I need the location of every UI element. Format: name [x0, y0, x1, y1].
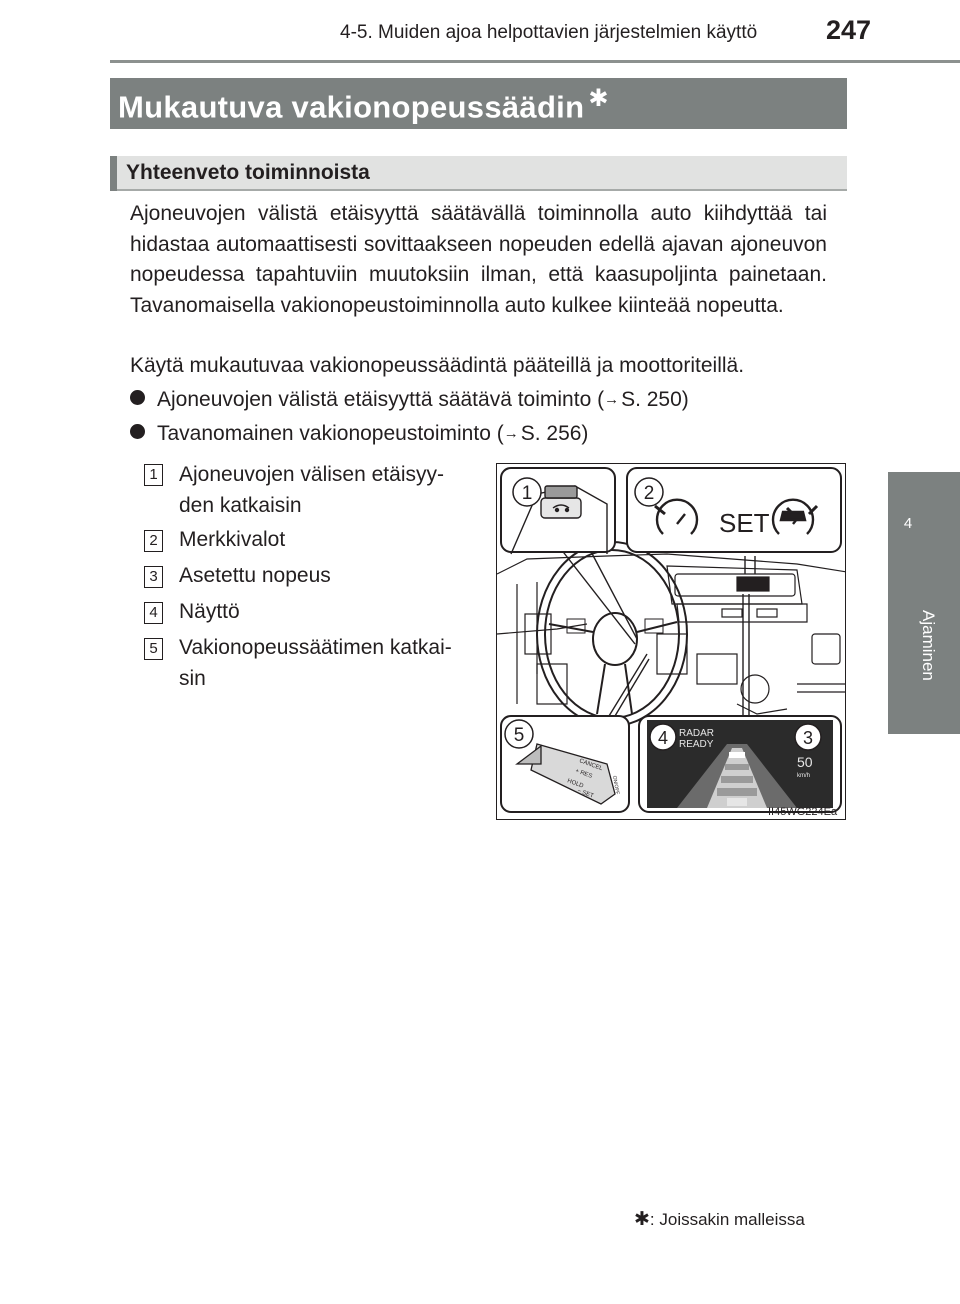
- legend-item-text: [179, 459, 444, 521]
- usage-line: Käytä mukautuvaa vakionopeussäädintä pääteillä ja moottoriteillä.: [130, 354, 745, 377]
- callout-1-label: 1: [521, 483, 533, 504]
- reference-arrow-icon: →: [604, 391, 620, 408]
- page-number: 247: [826, 15, 872, 45]
- legend-number: 5: [144, 638, 163, 660]
- chapter-label: [878, 610, 938, 730]
- figure-illustration: [497, 464, 846, 820]
- footnote: [634, 1208, 805, 1231]
- header-rule: [110, 60, 960, 63]
- subheading: Yhteenveto toiminnoista: [126, 161, 370, 184]
- ready-label: READY: [679, 739, 714, 750]
- legend-line: sin: [179, 667, 206, 690]
- legend-item-text: Näyttö: [179, 600, 240, 623]
- lever-res-label: + RES: [574, 768, 593, 780]
- legend-number: 2: [144, 530, 163, 552]
- footnote-text: : Joissakin malleissa: [649, 1210, 805, 1229]
- figure-code: II45WG224Ea: [768, 806, 838, 818]
- chapter-number: 4: [903, 515, 913, 532]
- legend-item-text: Asetettu nopeus: [179, 564, 331, 587]
- legend-number: 3: [144, 566, 163, 588]
- footnote-asterisk: ✱: [634, 1209, 650, 1230]
- bullet-text: Tavanomainen vakionopeustoiminto (: [157, 422, 504, 445]
- page-reference: S. 256): [520, 422, 589, 445]
- bullet-item: [130, 422, 588, 446]
- bullet-text: Ajoneuvojen välistä etäisyyttä säätävä toiminto (: [157, 388, 605, 411]
- subheading-marker: [110, 156, 117, 191]
- speed-value: 50: [797, 754, 813, 770]
- bullet-dot: [130, 424, 145, 439]
- cruise-control-figure: [496, 463, 846, 820]
- legend-line: Vakionopeussäätimen katkai-: [179, 636, 452, 659]
- reference-arrow-icon: →: [503, 425, 519, 442]
- radar-label: RADAR: [679, 728, 715, 739]
- callout-4-label: 4: [657, 728, 669, 748]
- page-title-text: Mukautuva vakionopeussäädin: [118, 89, 585, 125]
- title-asterisk: ✱: [588, 85, 609, 112]
- page-title: [118, 84, 609, 125]
- callout-2-label: 2: [643, 483, 655, 504]
- bullet-dot: [130, 390, 145, 405]
- legend-number: 1: [144, 464, 163, 486]
- lever-hold-label: HOLD: [566, 778, 585, 790]
- callout-5-label: 5: [513, 725, 525, 746]
- legend-line: den katkaisin: [179, 494, 302, 517]
- bullet-item: [130, 388, 689, 412]
- lever-cancel-label: CANCEL: [578, 758, 604, 773]
- intro-paragraph: Ajoneuvojen välistä etäisyyttä säätävällä toiminnolla auto kiihdyttää tai hidastaa automaattisesti sovittaakseen nopeuden edellä ajavan ajoneuvon nopeudessa tapahtuviin muutoksiin ilman, että kaasupoljinta painetaan. Tavanomaisella vakionopeustoiminnolla auto kulkee kiinteää nopeutta.: [130, 202, 827, 317]
- lever-onoff-label: ON/OFF: [611, 775, 621, 795]
- legend-item-text: [179, 632, 452, 694]
- legend-line: Ajoneuvojen välisen etäisyy-: [179, 463, 444, 486]
- legend-number: 4: [144, 602, 163, 624]
- page-reference: S. 250): [621, 388, 689, 411]
- set-indicator-label: SET: [719, 508, 770, 538]
- legend-item-text: Merkkivalot: [179, 528, 286, 551]
- header-section-title: 4-5. Muiden ajoa helpottavien järjestelmien käyttö: [340, 22, 758, 43]
- speed-unit: km/h: [797, 773, 811, 779]
- chapter-label-text: Ajaminen: [919, 610, 938, 681]
- lever-set-label: − SET: [576, 788, 595, 800]
- callout-3-label: 3: [802, 728, 814, 748]
